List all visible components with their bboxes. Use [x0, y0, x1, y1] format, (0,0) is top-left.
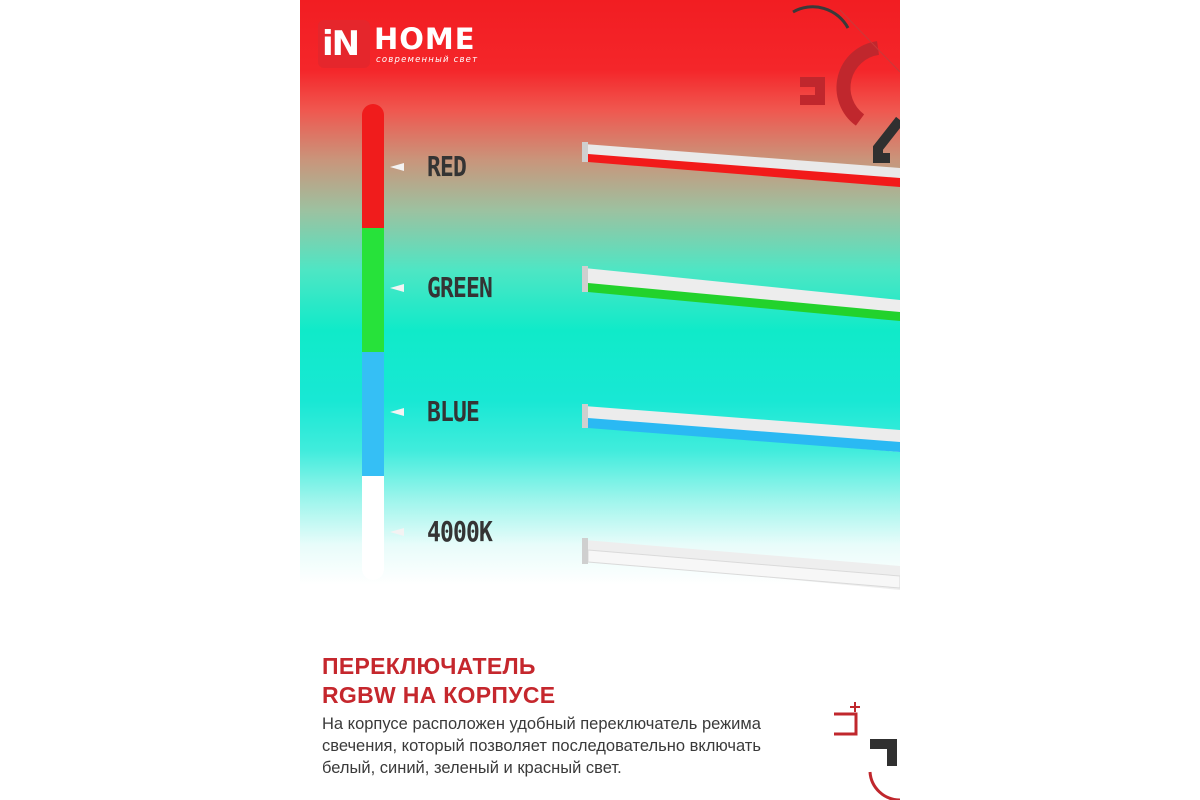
lamp-blue [582, 404, 900, 452]
logo-in-text: iN [322, 24, 359, 64]
section-description: На корпусе расположен удобный переключатель режима свечения, который позволяет последовательно включать белый, синий, зеленый и красный свет. [322, 715, 761, 777]
lamp-white [582, 538, 900, 590]
bracket-ornament-4 [870, 744, 892, 766]
title-line-2: RGBW НА КОРПУСЕ [322, 682, 556, 708]
plus-ornament [850, 702, 860, 712]
mode-label-green: GREEN [427, 271, 493, 304]
logo-tagline: современный свет [376, 55, 479, 65]
product-card [300, 0, 900, 800]
title-line-1: ПЕРЕКЛЮЧАТЕЛЬ [322, 653, 536, 679]
mode-label-blue: BLUE [427, 395, 480, 428]
mode-label-4000k: 4000K [427, 515, 493, 548]
logo-home-text: HOME [374, 22, 476, 56]
lamp-green [582, 266, 900, 321]
lamp-red [582, 142, 900, 187]
arc-ornament-3 [870, 772, 900, 800]
mode-label-red: RED [427, 150, 467, 183]
bracket-ornament-3 [834, 714, 856, 734]
section-title [322, 652, 555, 710]
lamp-illustrations [300, 0, 900, 600]
